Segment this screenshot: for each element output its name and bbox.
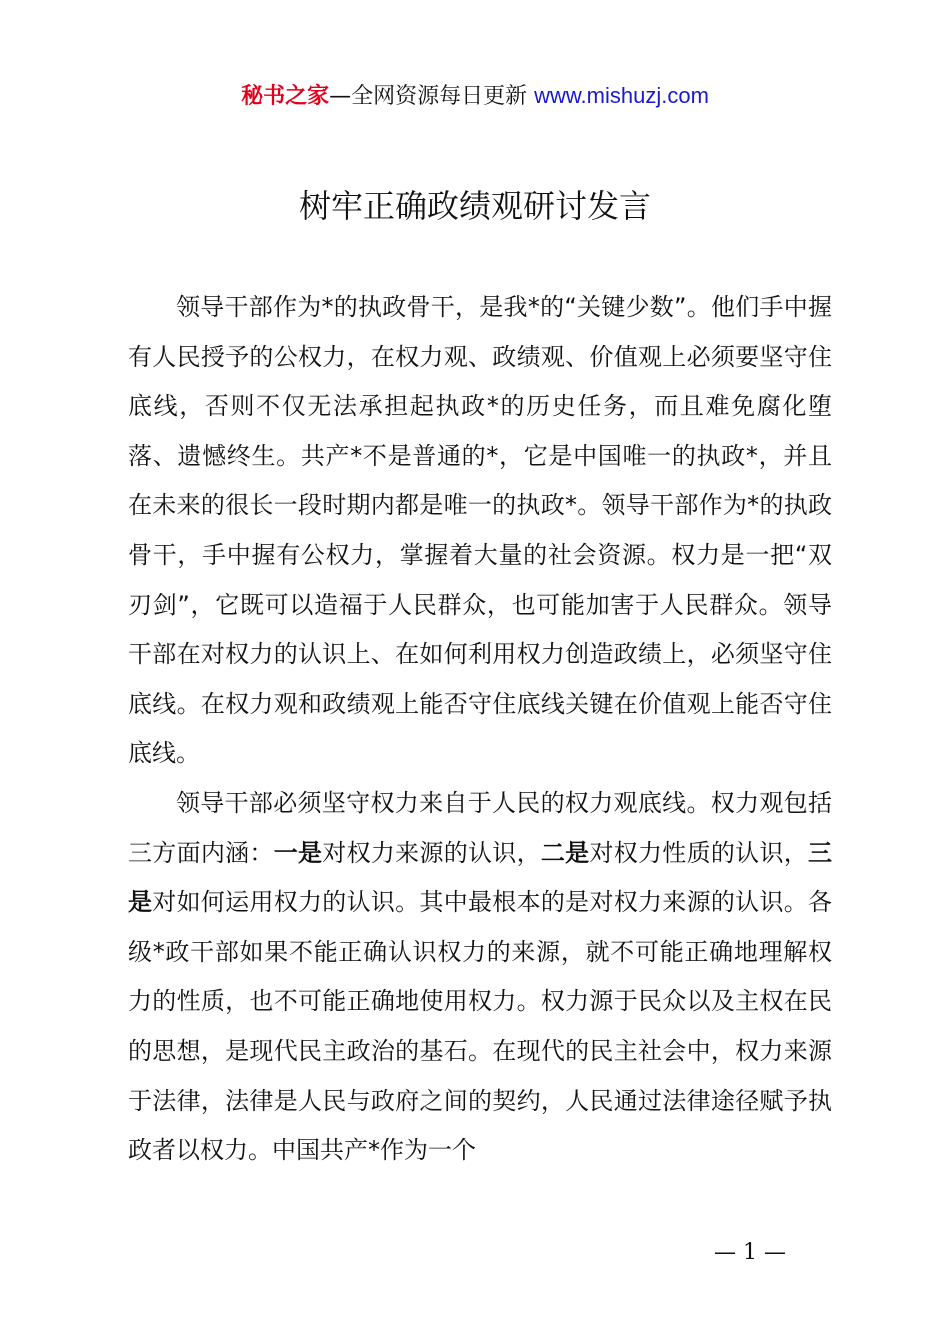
brand-name: 秘书之家 (241, 84, 330, 109)
list-item-1: 对权力来源的认识， (322, 838, 541, 867)
paragraph-2-intro: 领导干部必须坚守权力来自于人民的权力观底线。权力观包括三方面内涵： (128, 788, 832, 867)
site-header (0, 80, 950, 113)
list-marker-1: 一是 (273, 838, 323, 867)
list-marker-3: 三是 (128, 838, 833, 917)
site-url-link[interactable]: www.mishuzj.com (534, 83, 709, 108)
document-body (128, 283, 832, 1176)
paragraph-1: 领导干部作为*的执政骨干，是我*的“关键少数”。他们手中握有人民授予的公权力，在权力观、政绩观、价值观上必须要坚守住底线，否则不仅无法承担起执政*的历史任务，而且难免腐化堕落、遗憾终生。共产*不是普通的*，它是中国唯一的执政*，并且在未来的很长一段时期内都是唯一的执政*。领导干部作为*的执政骨干，手中握有公权力，掌握着大量的社会资源。权力是一把“双刃剑”，它既可以造福于人民群众，也可能加害于人民群众。领导干部在对权力的认识上、在如何利用权力创造政绩上，必须坚守住底线。在权力观和政绩观上能否守住底线关键在价值观上能否守住底线。 (128, 293, 832, 768)
paragraph-2 (128, 779, 832, 1176)
paragraph-2-rest: 对如何运用权力的认识。其中最根本的是对权力来源的认识。各级*政干部如果不能正确认识权力的来源，就不可能正确地理解权力的性质，也不可能正确地使用权力。权力源于民众以及主权在民的思想，是现代民主政治的基石。在现代的民主社会中，权力来源于法律，法律是人民与政府之间的契约，人民通过法律途径赋予执政者以权力。中国共产*作为一个 (128, 888, 833, 1165)
list-marker-2: 二是 (540, 838, 590, 867)
list-item-2: 对权力性质的认识， (589, 838, 809, 867)
page-number: — 1 — (714, 1240, 786, 1265)
header-tagline: —全网资源每日更新 (329, 84, 535, 109)
document-title: 树牢正确政绩观研讨发言 (298, 187, 651, 225)
